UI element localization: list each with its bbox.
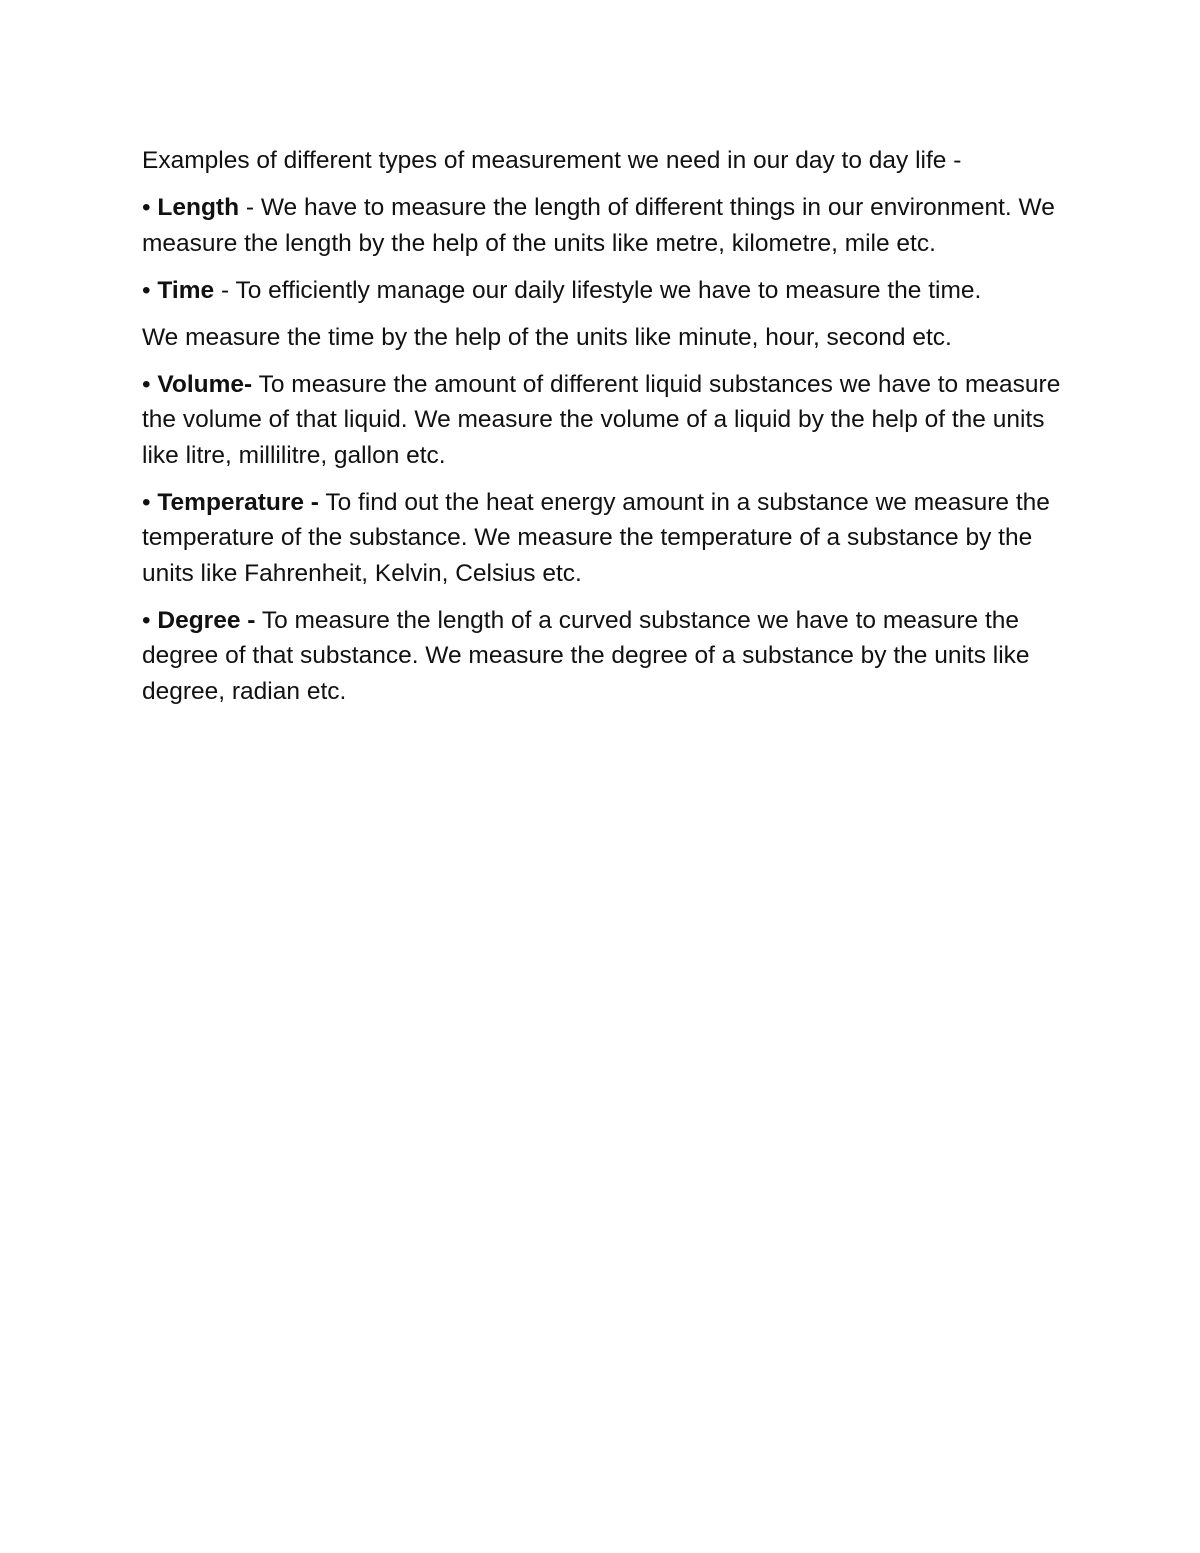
term-temperature: Temperature - [157, 488, 319, 516]
intro-paragraph: Examples of different types of measurement we need in our day to day life - [142, 147, 962, 174]
list-item-degree [142, 603, 1062, 710]
separator-time: - [214, 276, 236, 304]
description-time: To efficiently manage our daily lifestyle we have to measure the time. [235, 276, 982, 304]
list-item-time [142, 273, 1062, 309]
description-temperature: To find out the heat energy amount in a substance we measure the temperature of the substance. We measure the temperature of a substance by the units like Fahrenheit, Kelvin, Celsius etc. [142, 488, 1050, 587]
separator-length: - [239, 194, 261, 221]
bullet-icon: • [142, 488, 151, 516]
list-item-length [142, 190, 1062, 261]
term-degree: Degree - [157, 606, 256, 634]
term-length: Length [157, 194, 240, 221]
term-volume: Volume- [157, 370, 253, 398]
description-length: We have to measure the length of different things in our environment. We measure the length by the help of the units like metre, kilometre, mile etc. [142, 194, 1055, 257]
bullet-icon: • [142, 370, 151, 398]
list-item-temperature [142, 485, 1062, 592]
document-body [142, 143, 1062, 721]
time-continuation-paragraph: We measure the time by the help of the units like minute, hour, second etc. [142, 323, 952, 351]
description-volume: To measure the amount of different liquid substances we have to measure the volume of that liquid. We measure the volume of a liquid by the help of the units like litre, millilitre, gallon etc. [142, 370, 1061, 469]
term-time: Time [157, 276, 215, 304]
bullet-icon: • [142, 606, 151, 634]
bullet-icon: • [142, 276, 151, 304]
list-item-volume [142, 367, 1062, 474]
description-degree: To measure the length of a curved substance we have to measure the degree of that substance. We measure the degree of a substance by the units like degree, radian etc. [142, 606, 1030, 705]
bullet-icon: • [142, 194, 151, 221]
